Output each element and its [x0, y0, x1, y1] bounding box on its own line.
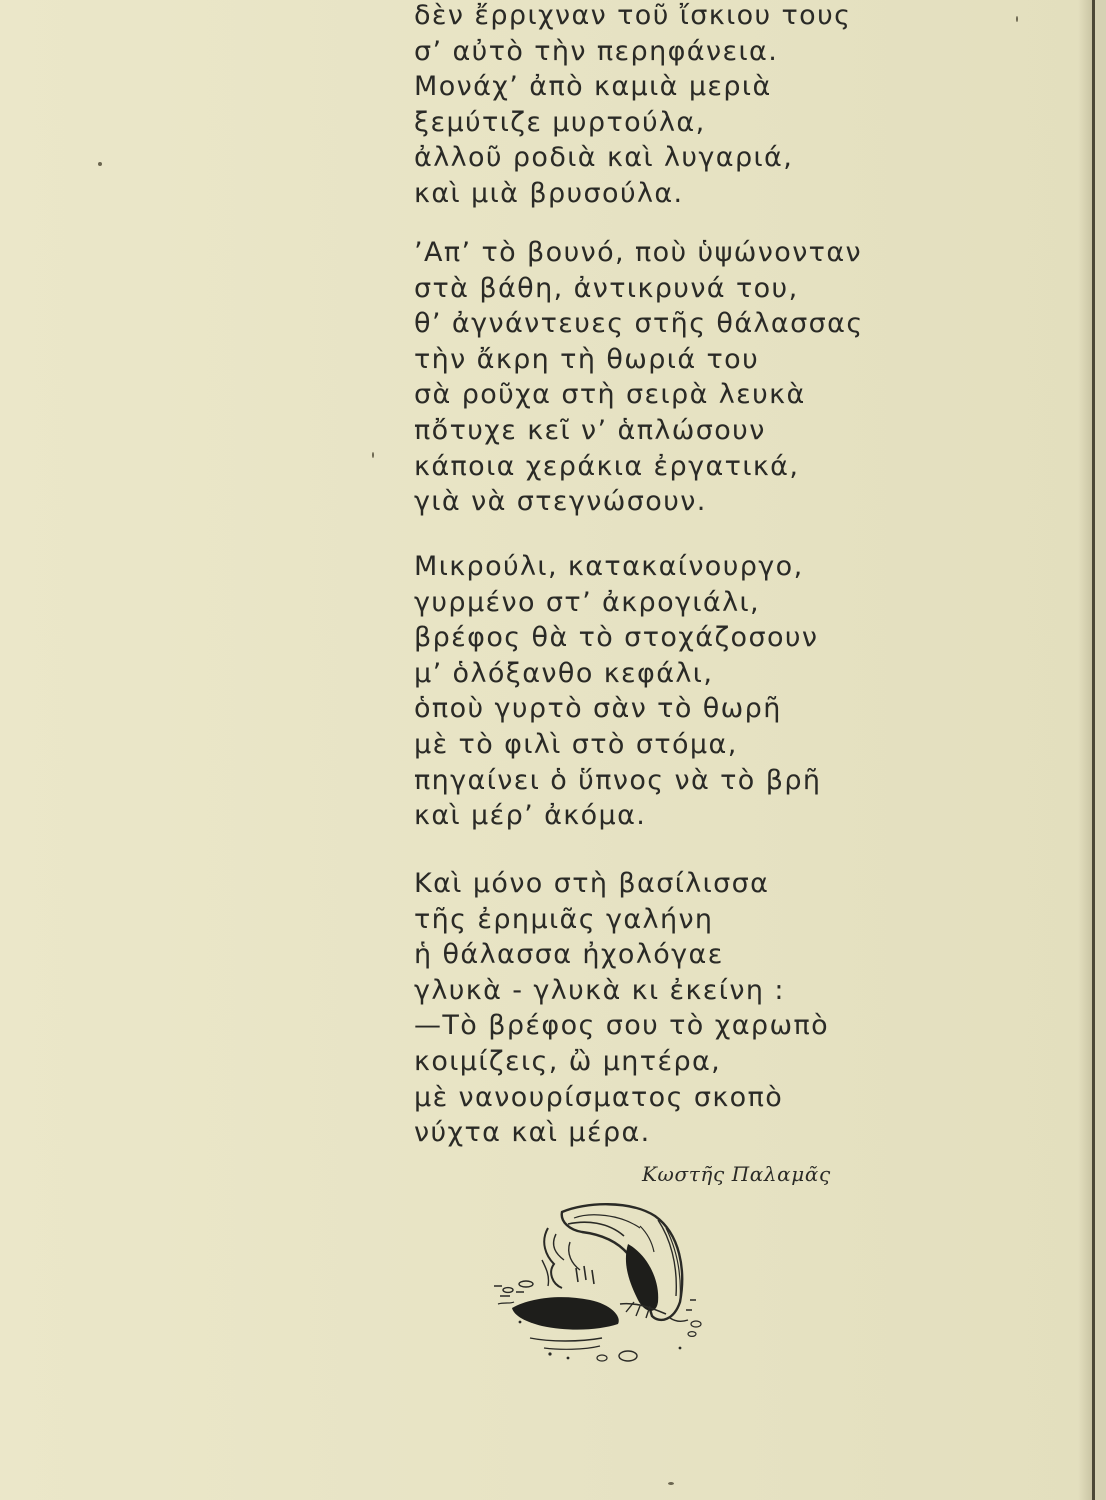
poem-line: κοιμίζεις, ὢ μητέρα,	[414, 1045, 722, 1077]
poem-line: ὁποὺ γυρτὸ σὰν τὸ θωρῆ	[414, 693, 782, 725]
poem-line: μὲ τὸ φιλὶ στὸ στόμα,	[414, 728, 738, 760]
poem-line: ’Απ’ τὸ βουνό, ποὺ ὑψώνονταν	[414, 237, 863, 268]
poem-line: τὴν ἄκρη τὴ θωριά του	[414, 343, 760, 375]
poem-line: σὰ ροῦχα στὴ σειρὰ λευκὰ	[414, 379, 806, 411]
poem-line: καὶ μέρ’ ἀκόμα.	[414, 800, 647, 832]
poem-line: τῆς ἐρημιᾶς γαλήνη	[414, 903, 714, 935]
poem-line: πὄτυχε κεῖ ν’ ἁπλώσουν	[414, 414, 766, 446]
page-edge-shadow	[1078, 0, 1092, 1500]
poem-line: βρέφος θὰ τὸ στοχάζοσουν	[414, 622, 819, 654]
poem-line: Μικρούλι, κατακαίνουργο,	[414, 551, 804, 582]
poem-line: καὶ μιὰ βρυσούλα.	[414, 177, 684, 209]
stanza-1	[414, 0, 1054, 212]
paper-speck	[372, 452, 374, 458]
stanza-2	[414, 235, 1054, 520]
poem-line: πηγαίνει ὁ ὕπνος νὰ τὸ βρῆ	[414, 764, 822, 796]
poem-line: Καὶ μόνο στὴ βασίλισσα	[414, 868, 770, 899]
poem-line: στὰ βάθη, ἀντικρυνά του,	[414, 272, 799, 304]
poem-line: —Τὸ βρέφος σου τὸ χαρωπὸ	[414, 1010, 830, 1042]
poem-line: μὲ νανουρίσματος σκοπὸ	[414, 1081, 784, 1113]
paper-speck	[98, 162, 102, 166]
poem-line: γιὰ νὰ στεγνώσουν.	[414, 486, 707, 518]
poem-line: γλυκὰ - γλυκὰ κι ἐκείνη :	[414, 974, 785, 1006]
poem-line: θ’ ἀγνάντευες στῆς θάλασσας	[414, 308, 864, 340]
poem-line: σ’ αὐτὸ τὴν περηφάνεια.	[414, 35, 779, 67]
poem-line: ἡ θάλασσα ἠχολόγαε	[414, 939, 724, 971]
poem-line: ἀλλοῦ ροδιὰ καὶ λυγαριά,	[414, 142, 794, 174]
poem-line: Μονάχ’ ἀπὸ καμιὰ μεριὰ	[414, 71, 772, 103]
poem-line: μ’ ὁλόξανθο κεφάλι,	[414, 657, 714, 689]
author-signature: Κωστῆς Παλαμᾶς	[642, 1162, 831, 1186]
stanza-3	[414, 549, 1054, 834]
poem-line: κάποια χεράκια ἐργατικά,	[414, 450, 800, 482]
paper-speck	[668, 1482, 674, 1485]
poem-line: νύχτα καὶ μέρα.	[414, 1117, 651, 1149]
poem-line: γυρμένο στ’ ἀκρογιάλι,	[414, 586, 761, 618]
poem-line: δὲν ἔρριχναν τοῦ ἴσκιου τους	[414, 0, 852, 31]
background-beyond-page	[1095, 0, 1106, 1500]
poem-line: ξεμύτιζε μυρτούλα,	[414, 106, 706, 138]
stanza-4	[414, 866, 1054, 1151]
seashell-illustration	[490, 1198, 720, 1370]
